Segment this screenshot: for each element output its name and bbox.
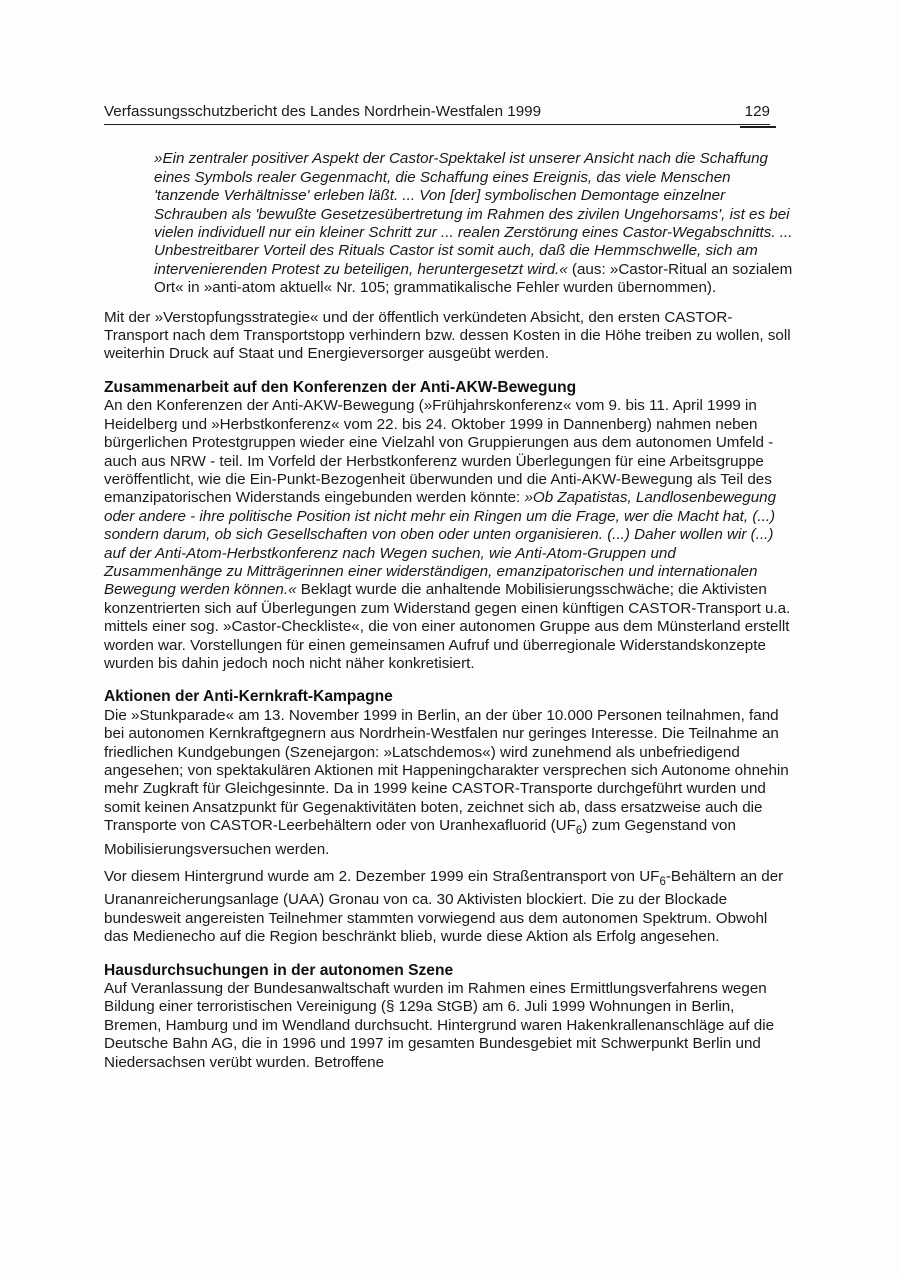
blockquote-castor-ritual [154,150,794,297]
page-header [104,103,770,125]
paragraph-hausdurchsuchungen: Auf Veranlassung der Bundesanwaltschaft wurden im Rahmen eines Ermittlungsverfahrens wegen Bildung einer terroristischen Vereinigung (§ 129a StGB) am 6. Juli 1999 Wohnungen in Berlin, Bremen, Hamburg und im Wendland durchsucht. Hintergrund waren Hakenkrallenanschläge auf die Deutsche Bahn AG, die in 1996 und 1997 im gesamten Bundesgebiet mit Schwerpunkt Berlin und Niedersachsen verübt wurden. Betroffene [104,980,775,1071]
paragraph-uf6-blockade [104,868,792,947]
uf6-subscript: 6 [575,825,583,838]
blockquote-quote-text: »Ein zentraler positiver Aspekt der Castor-Spektakel ist unserer Ansicht nach die Schaffung eines Symbols realer Gegenmacht, die Schaffung eines Ereignis, das viele Menschen 'tanzende Verhältnisse' erleben läßt. ... Von [der] symbolischen Demontage einzelner Schrauben als 'bewußte Gesetzesübertretung im Rahmen des zivilen Ungehorsams', ist es bei vielen individuell nur ein kleiner Schritt zur ... realen Zerstörung eines Castor-Wegabschnitts. ... Unbestreitbarer Vorteil des Rituals Castor ist somit auch, daß die Hemmschwelle, sich am intervenierenden Protest zu beteiligen, heruntergesetzt wird.« [154,150,793,278]
uf6-subscript: 6 [659,876,666,889]
heading-konferenzen: Zusammenarbeit auf den Konferenzen der Anti-AKW-Bewegung [104,378,577,396]
blockade-text-end: -Behältern an der Urananreicherungsanlage (UAA) Gronau von ca. 30 Aktivisten blockiert. Die zu der Blockade bundesweit angereisten Teilnehmer stammten vorwiegend aus dem autonomen Spektrum. Obwohl das Medienecho auf die Region beschränkt blieb, wurde diese Aktion als Erfolg angesehen. [104,868,784,946]
running-header-title: Verfassungsschutzbericht des Landes Nordrhein-Westfalen 1999 [104,103,542,120]
paragraph-stunkparade [104,707,792,859]
paragraph-verstopfungsstrategie: Mit der »Verstopfungsstrategie« und der öffentlich verkündeten Absicht, den ersten CASTOR-Transport nach dem Transportstopp verhindern bzw. dessen Kosten in die Höhe treiben zu wollen, soll weiterhin Druck auf Staat und Energieversorger ausgeübt werden. [104,308,791,363]
blockquote-attribution: (aus: »Castor-Ritual an sozialem Ort« in »anti-atom aktuell« Nr. 105; grammatikalische Fehler wurden übernommen). [154,260,793,297]
paragraph-konferenzen [104,397,792,673]
heading-aktionen: Aktionen der Anti-Kernkraft-Kampagne [104,688,393,706]
konferenzen-text-before-quote: An den Konferenzen der Anti-AKW-Bewegung (»Frühjahrskonferenz« vom 9. bis 11. April 1999 in Heidelberg und »Herbstkonferenz« vom 22. bis 24. Oktober 1999 in Dannenberg) nahmen neben bürgerlichen Protestgruppen wieder eine Vielzahl von Gruppierungen aus dem autonomen Umfeld - auch aus NRW - teil. Im Vorfeld der Herbstkonferenz wurden Überlegungen für eine Arbeitsgruppe veröffentlicht, wie die Ein-Punkt-Bezogenheit überwunden und die Anti-AKW-Bewegung als Teil des emanzipatorischen Widerstands eingebunden werden könnte: [104,397,774,507]
heading-hausdurchsuchungen: Hausdurchsuchungen in der autonomen Szene [104,961,454,979]
page-number: 129 [744,103,770,120]
konferenzen-inline-quote: »Ob Zapatistas, Landlosenbewegung oder andere - ihre politische Position ist nicht mehr ein Ringen um die Frage, wer die Macht hat, (...) sondern darum, ob sich Gesellschaften von oben oder unten organisieren. (...) Daher wollen wir (...) auf der Anti-Atom-Herbstkonferenz nach Wegen suchen, wie Anti-Atom-Gruppen und Zusammenhänge zu Mitträgerinnen einer widerständigen, emanzipatorischen und internationalen Bewegung werden können.« [104,489,777,599]
konferenzen-text-after-quote: Beklagt wurde die anhaltende Mobilisierungsschwäche; die Aktivisten konzentrierten sich auf Überlegungen zum Widerstand gegen einen künftigen CASTOR-Transport u.a. mittels einer sog. »Castor-Checkliste«, die von einer autonomen Gruppe aus dem Münsterland erstellt worden war. Vorstellungen für einen gemeinsamen Aufruf und überregionale Widerstandskonzepte wurden bis dahin jedoch noch nicht näher konkretisiert. [104,581,791,672]
blockade-text: Vor diesem Hintergrund wurde am 2. Dezember 1999 ein Straßentransport von UF [104,868,660,886]
stunkparade-text-end: ) zum Gegenstand von Mobilisierungsversuchen werden. [104,817,736,858]
stunkparade-text: Die »Stunkparade« am 13. November 1999 in Berlin, an der über 10.000 Personen teilnahmen, fand bei autonomen Kernkraftgegnern aus Nordrhein-Westfalen nur geringes Interesse. Die Teilnahme an friedlichen Kundgebungen (Szenejargon: »Latschdemos«) wird zunehmend als unbefriedigend angesehen; von spektakulären Aktionen mit Happeningcharakter versprechen sich Autonome ohnehin mehr Zugkraft für Gleichgesinnte. Da in 1999 keine CASTOR-Transporte durchgeführt wurden und somit keinen Ansatzpunkt für Gegenaktivitäten boten, zeichnet sich ab, dass ersatzweise auch die Transporte von CASTOR-Leerbehältern oder von Uranhexafluorid (UF [104,706,789,835]
document-page [104,103,792,1081]
